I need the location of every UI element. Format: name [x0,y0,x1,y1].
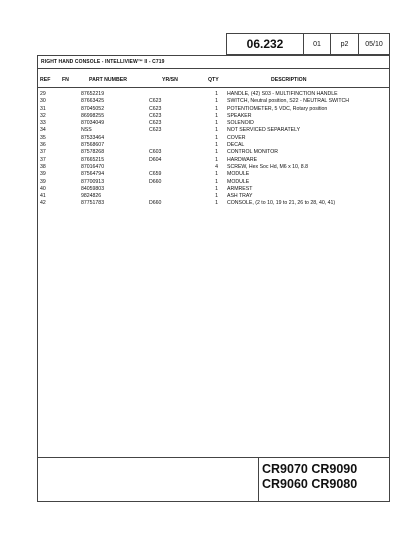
table-row [38,171,389,178]
qty-cell: 1 [215,185,218,192]
part-number-cell: 87652219 [81,91,105,97]
qty-cell: 1 [215,112,218,119]
ref-cell: 32 [40,112,46,119]
yr-sn-cell: C623 [149,112,162,119]
qty-cell: 1 [215,98,218,105]
yr-sn-cell: C623 [149,127,162,134]
qty-cell: 1 [215,91,218,97]
col-part-number: PART NUMBER [89,77,127,83]
part-number-cell: 87533464 [81,134,105,141]
table-row [38,179,389,186]
table-row [38,200,389,207]
table-row [38,142,389,149]
ref-cell: 29 [40,91,46,97]
col-fn: FN [62,77,69,83]
part-number-cell: 87578268 [81,149,105,156]
table-row [38,113,389,120]
ref-cell: 38 [40,163,46,170]
model-line-2: CR9060 CR9080 [262,477,358,491]
yr-sn-cell: C623 [149,98,162,105]
part-number-cell: 87568607 [81,142,105,149]
footer-vertical-divider [258,457,259,501]
qty-cell: 1 [215,200,218,207]
description-cell: COVER [227,134,246,141]
description-cell: SPEAKER [227,112,252,119]
part-number-cell: 9824826 [81,193,102,200]
part-number-cell: 87700913 [81,178,105,185]
description-cell: MODULE [227,171,250,178]
section-title: RIGHT HAND CONSOLE - INTELLIVIEW™ II - C719 [41,59,165,65]
col-qty: QTY [208,77,219,83]
parts-table [37,55,390,502]
part-number-cell: 87663425 [81,98,105,105]
table-row [38,98,389,105]
table-row [38,149,389,156]
qty-cell: 1 [215,149,218,156]
part-number-cell: 87665215 [81,156,105,163]
document-code: 06.232 [226,33,304,55]
qty-cell: 1 [215,120,218,127]
description-cell: POTENTIOMETER, 5 VDC, Rotary position [227,105,328,112]
description-cell: SCREW, Hex Soc Hd, M6 x 10, 8.8 [227,163,309,170]
ref-cell: 39 [40,178,46,185]
ref-cell: 31 [40,105,46,112]
yr-sn-cell: D660 [149,200,162,207]
header-divider [38,87,389,88]
ref-cell: 37 [40,156,46,163]
table-row [38,164,389,171]
part-number-cell: 87034049 [81,120,105,127]
qty-cell: 1 [215,171,218,178]
ref-cell: 35 [40,134,46,141]
ref-cell: 40 [40,185,46,192]
description-cell: MODULE [227,178,250,185]
col-ref: REF [40,77,51,83]
part-number-cell: 87016470 [81,163,105,170]
ref-cell: 36 [40,142,46,149]
description-cell: HARDWARE [227,156,258,163]
qty-cell: 1 [215,134,218,141]
part-number-cell: 87564794 [81,171,105,178]
qty-cell: 1 [215,142,218,149]
table-row [38,106,389,113]
col-yr-sn: YR/SN [162,77,178,83]
yr-sn-cell: C623 [149,105,162,112]
ref-cell: 37 [40,149,46,156]
qty-cell: 1 [215,178,218,185]
yr-sn-cell: C659 [149,171,162,178]
part-number-cell: 84059803 [81,185,105,192]
description-cell: NOT SERVICED SEPARATELY [227,127,301,134]
ref-cell: 30 [40,98,46,105]
ref-cell: 33 [40,120,46,127]
ref-cell: 39 [40,171,46,178]
parts-list [38,91,389,208]
revision-date: 05/10 [358,33,390,55]
page-number: p2 [330,33,359,55]
description-cell: SOLENOID [227,120,254,127]
description-cell: DECAL [227,142,245,149]
table-row [38,91,389,98]
table-row [38,157,389,164]
yr-sn-cell: C603 [149,149,162,156]
ref-cell: 42 [40,200,46,207]
yr-sn-cell: D604 [149,156,162,163]
footer-divider [38,457,389,458]
table-row [38,120,389,127]
part-number-cell: 86998255 [81,112,105,119]
table-row [38,127,389,134]
description-cell: ARMREST [227,185,253,192]
description-cell: ASH TRAY [227,193,253,200]
qty-cell: 1 [215,193,218,200]
description-cell: CONSOLE, (2 to 10, 19 to 21, 26 to 28, 40, 41) [227,200,336,207]
qty-cell: 1 [215,156,218,163]
qty-cell: 4 [215,163,218,170]
description-cell: HANDLE, (42) S03 - MULTIFINCTION HANDLE [227,91,338,97]
part-number-cell: 87751783 [81,200,105,207]
qty-cell: 1 [215,105,218,112]
col-description: DESCRIPTION [271,77,307,83]
part-number-cell: NSS [81,127,92,134]
qty-cell: 1 [215,127,218,134]
table-row [38,135,389,142]
model-list [262,462,357,492]
title-divider [38,68,389,69]
ref-cell: 34 [40,127,46,134]
table-row [38,193,389,200]
description-cell: CONTROL MONITOR [227,149,279,156]
table-row [38,186,389,193]
part-number-cell: 87045052 [81,105,105,112]
yr-sn-cell: D660 [149,178,162,185]
description-cell: SWITCH, Neutral position, S22 - NEUTRAL SWITCH [227,98,350,105]
revision-number: 01 [303,33,331,55]
ref-cell: 41 [40,193,46,200]
model-line-1: CR9070 CR9090 [262,462,358,476]
yr-sn-cell: C623 [149,120,162,127]
